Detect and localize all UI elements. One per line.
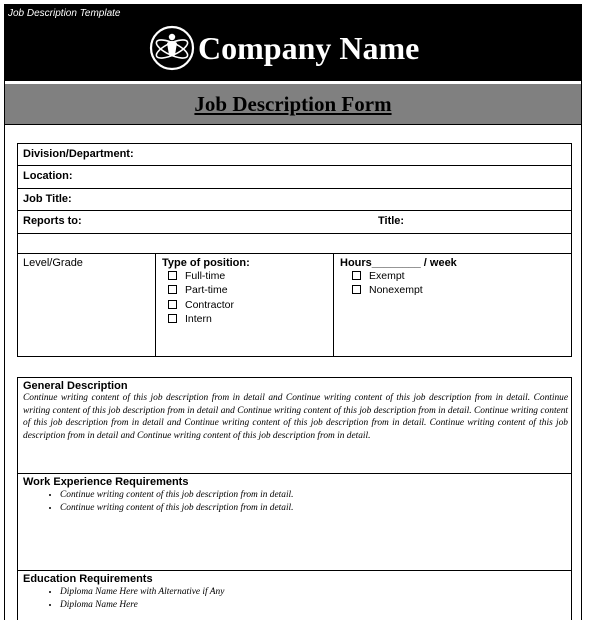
template-label: Job Description Template — [8, 8, 121, 19]
work-experience-title: Work Experience Requirements — [23, 476, 189, 488]
header-banner — [5, 5, 581, 81]
list-item: • Continue writing content of this job description from in detail. — [60, 502, 294, 515]
list-item: • Continue writing content of this job description from in detail. — [60, 489, 294, 502]
list-item: • Diploma Name Here — [60, 599, 224, 612]
option-nonexempt[interactable]: Nonexempt — [352, 284, 423, 296]
work-experience-list — [40, 489, 294, 515]
education-section[interactable] — [18, 571, 571, 620]
division-label: Division/Department: — [23, 148, 134, 160]
level-cell[interactable] — [18, 254, 156, 356]
form-title-bar — [5, 84, 581, 124]
hours-cell — [334, 254, 571, 356]
option-contractor[interactable]: Contractor — [168, 299, 234, 311]
document-frame — [4, 4, 582, 620]
job-title-row[interactable] — [18, 189, 571, 211]
option-exempt[interactable]: Exempt — [352, 270, 405, 282]
education-title: Education Requirements — [23, 573, 153, 585]
general-description-section[interactable] — [18, 378, 571, 474]
checkbox-icon[interactable] — [168, 314, 177, 323]
blank-row — [18, 234, 571, 254]
education-list — [40, 586, 224, 612]
option-intern[interactable]: Intern — [168, 313, 212, 325]
level-label: Level/Grade — [23, 257, 83, 269]
hours-label[interactable]: Hours________ / week — [340, 257, 457, 269]
title-label: Title: — [378, 215, 405, 227]
position-type-label: Type of position: — [162, 257, 250, 269]
checkbox-icon[interactable] — [168, 285, 177, 294]
work-experience-section[interactable] — [18, 474, 571, 571]
division-row[interactable] — [18, 144, 571, 166]
reports-to-row[interactable] — [18, 211, 571, 234]
checkbox-icon[interactable] — [352, 271, 361, 280]
position-type-cell — [156, 254, 334, 356]
description-table — [17, 377, 572, 620]
reports-to-label: Reports to: — [23, 215, 82, 227]
checkbox-icon[interactable] — [168, 300, 177, 309]
company-name: Company Name — [198, 30, 420, 66]
checkbox-icon[interactable] — [352, 285, 361, 294]
list-item: • Diploma Name Here with Alternative if Any — [60, 586, 224, 599]
checkbox-icon[interactable] — [168, 271, 177, 280]
location-row[interactable] — [18, 166, 571, 189]
job-title-label: Job Title: — [23, 193, 72, 205]
atom-logo-icon — [148, 25, 196, 71]
option-part-time[interactable]: Part-time — [168, 284, 228, 296]
position-row — [18, 254, 571, 356]
divider — [5, 124, 581, 125]
fields-table — [17, 143, 572, 357]
option-full-time[interactable]: Full-time — [168, 270, 225, 282]
general-description-title: General Description — [23, 380, 128, 392]
form-title: Job Description Form — [194, 92, 392, 116]
location-label: Location: — [23, 170, 73, 182]
general-description-text: Continue writing content of this job description from in detail and Continue writing content of this job description from in detail. Continue writing content of this job description from in detail and Continue writing content of this job description from in detail. Continue writing content of this job description from in detail and Continue writing content of this job description from in detail. Continue writing content of this job description from in detail and Continue writing content of this job description from in detail. — [23, 393, 568, 441]
